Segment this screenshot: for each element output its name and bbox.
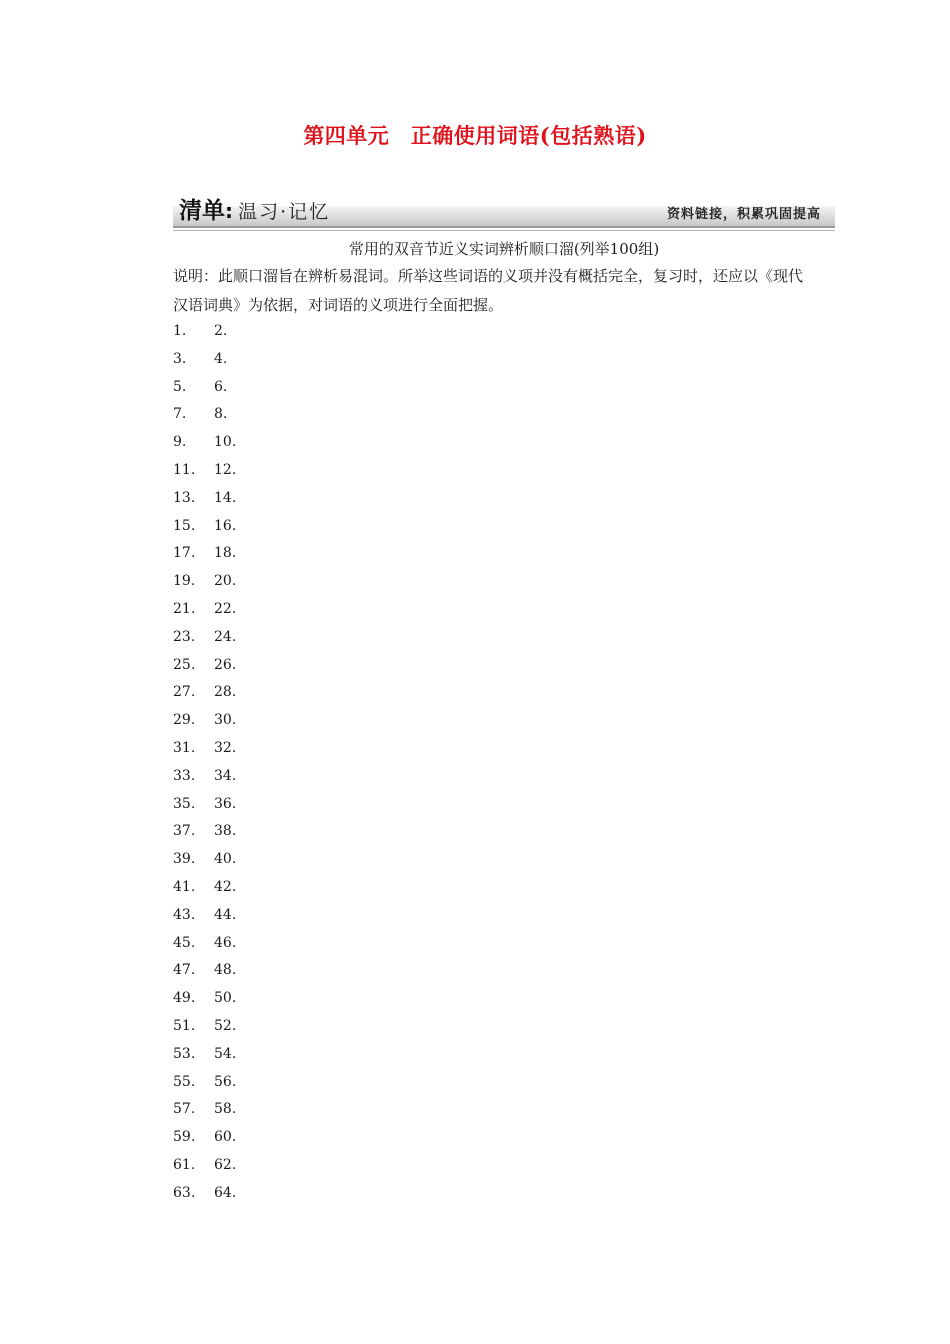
item-number: 3. [173,350,187,367]
list-item [173,401,236,429]
list-item [173,652,236,680]
section-subheading: 常用的双音节近义实词辨析顺口溜(列举100组) [348,240,660,258]
item-number: 29. [173,712,196,729]
banner-heading [179,196,330,228]
item-number: 37. [173,823,196,840]
numbered-list [173,318,236,1208]
item-number: 20. [214,573,237,590]
item-number: 12. [214,461,237,478]
list-item [173,707,236,735]
item-number: 54. [214,1045,237,1062]
banner-colon: : [225,199,233,223]
item-number: 28. [214,684,237,701]
item-number: 2. [214,323,228,339]
item-number: 34. [214,767,237,784]
list-item [173,513,236,541]
item-number: 53. [173,1045,196,1062]
list-item [173,1096,236,1124]
list-item [173,957,236,985]
item-number: 30. [214,712,237,729]
item-number: 1. [173,323,187,339]
list-item [173,1124,236,1152]
item-number: 21. [173,600,196,617]
list-item [173,679,236,707]
item-number: 6. [214,378,228,395]
list-item [173,374,236,402]
item-number: 15. [173,517,196,534]
item-number: 64. [214,1184,237,1201]
list-item [173,485,236,513]
item-number: 59. [173,1129,196,1146]
banner-label: 清单 [179,198,225,224]
item-number: 44. [214,906,237,923]
item-number: 22. [214,600,237,617]
item-number: 35. [173,795,196,812]
list-item [173,624,236,652]
item-number: 38. [214,823,237,840]
item-number: 60. [214,1129,237,1146]
page-title: 第四单元 正确使用词语(包括熟语) [303,123,647,148]
list-item [173,735,236,763]
item-number: 4. [214,350,228,367]
item-number: 45. [173,934,196,951]
item-number: 27. [173,684,196,701]
list-item [173,846,236,874]
item-number: 57. [173,1101,196,1118]
item-number: 46. [214,934,237,951]
item-number: 36. [214,795,237,812]
section-banner [173,196,835,230]
item-number: 5. [173,378,187,395]
item-number: 23. [173,628,196,645]
banner-divider-thin [173,230,835,231]
list-item [173,1069,236,1097]
list-item [173,1180,236,1208]
item-number: 48. [214,962,237,979]
list-item [173,818,236,846]
list-item [173,930,236,958]
item-number: 49. [173,990,196,1007]
list-item [173,596,236,624]
item-number: 50. [214,990,237,1007]
item-number: 40. [214,851,237,868]
item-number: 51. [173,1017,196,1034]
list-item [173,985,236,1013]
list-item [173,346,236,374]
item-number: 14. [214,489,237,506]
list-item [173,429,236,457]
list-item [173,902,236,930]
description-paragraph: 说明：此顺口溜旨在辨析易混词。所举这些词语的义项并没有概括完全，复习时，还应以《现代汉语词典》为依据，对词语的义项进行全面把握。 [173,267,804,314]
item-number: 41. [173,878,196,895]
item-number: 63. [173,1184,196,1201]
item-number: 19. [173,573,196,590]
item-number: 16. [214,517,237,534]
item-number: 11. [173,461,196,478]
item-number: 7. [173,406,187,423]
item-number: 24. [214,628,237,645]
item-number: 47. [173,962,196,979]
item-number: 18. [214,545,237,562]
list-item [173,568,236,596]
item-number: 61. [173,1156,196,1173]
item-number: 52. [214,1017,237,1034]
list-item [173,763,236,791]
list-item [173,457,236,485]
list-item [173,874,236,902]
item-number: 39. [173,851,196,868]
item-number: 43. [173,906,196,923]
item-number: 55. [173,1073,196,1090]
item-number: 17. [173,545,196,562]
item-number: 32. [214,739,237,756]
list-item [173,1152,236,1180]
banner-right-text: 资料链接，积累巩固提高 [666,207,821,222]
list-item [173,318,236,346]
list-item [173,1041,236,1069]
item-number: 9. [173,434,187,451]
item-number: 13. [173,489,196,506]
item-number: 31. [173,739,196,756]
list-item [173,1013,236,1041]
item-number: 25. [173,656,196,673]
banner-subtitle: 温习·记忆 [238,201,331,223]
list-item [173,791,236,819]
item-number: 33. [173,767,196,784]
item-number: 62. [214,1156,237,1173]
item-number: 26. [214,656,237,673]
list-item [173,540,236,568]
item-number: 10. [214,434,237,451]
item-number: 8. [214,406,228,423]
item-number: 56. [214,1073,237,1090]
item-number: 58. [214,1101,237,1118]
item-number: 42. [214,878,237,895]
